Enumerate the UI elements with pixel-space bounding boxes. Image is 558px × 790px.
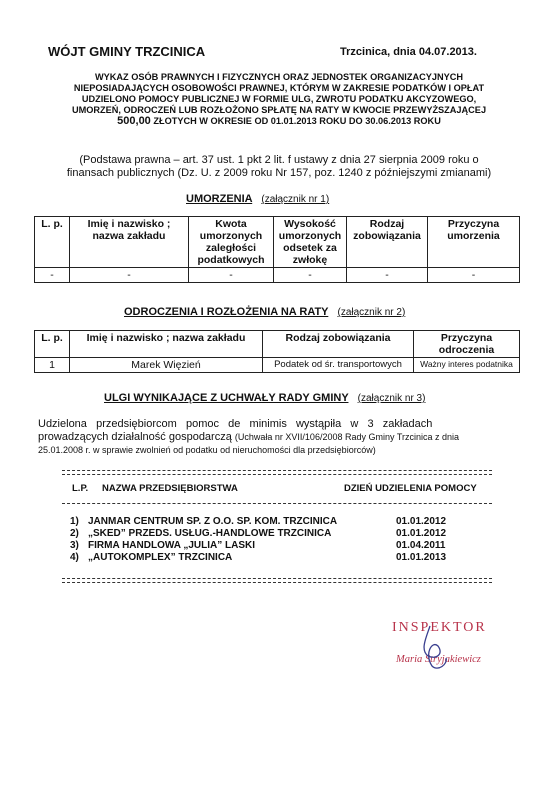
section3-title: ULGI WYNIKAJĄCE Z UCHWAŁY RADY GMINY bbox=[104, 392, 349, 404]
cell: Marek Więzień bbox=[70, 358, 263, 373]
firm-name: JANMAR CENTRUM SP. Z O.O. SP. KOM. TRZCINICA bbox=[88, 516, 338, 527]
firm-name: „SKED” PRZEDS. USŁUG.-HANDLOWE TRZCINICA bbox=[88, 528, 332, 539]
cell: - bbox=[35, 268, 70, 283]
intro-line bbox=[40, 116, 518, 127]
cell: - bbox=[70, 268, 189, 283]
col-reason: Przyczyna umorzenia bbox=[428, 217, 520, 268]
table-header-row bbox=[35, 217, 520, 268]
cell: - bbox=[189, 268, 274, 283]
signature-icon bbox=[408, 624, 468, 674]
write-offs-table bbox=[34, 216, 520, 283]
section3-text bbox=[38, 418, 518, 457]
cell: Ważny interes podatnika bbox=[414, 358, 520, 373]
intro-block bbox=[40, 72, 518, 127]
col-name-label: NAZWA PRZEDSIĘBIORSTWA bbox=[102, 483, 238, 494]
col-lp: L. p. bbox=[35, 217, 70, 268]
firm-num: 4) bbox=[70, 552, 79, 563]
section2-heading bbox=[124, 306, 405, 318]
cell: - bbox=[347, 268, 428, 283]
table-row bbox=[35, 358, 520, 373]
firm-name: FIRMA HANDLOWA „JULIA” LASKI bbox=[88, 540, 256, 551]
period-text: ZŁOTYCH W OKRESIE OD 01.01.2013 ROKU DO 30.06.2013 ROKU bbox=[153, 116, 441, 126]
dashed-divider bbox=[62, 503, 492, 504]
threshold-amount: 500,00 bbox=[117, 115, 151, 127]
deferrals-table bbox=[34, 330, 520, 373]
firm-num: 3) bbox=[70, 540, 79, 551]
section3-line bbox=[38, 431, 518, 444]
section3-line: Udzielona przedsiębiorcom pomoc de minimis wystąpiła w 3 zakładach bbox=[38, 418, 433, 430]
legal-basis-line: (Podstawa prawna – art. 37 ust. 1 pkt 2 lit. f ustawy z dnia 27 sierpnia 2009 roku o bbox=[79, 154, 479, 166]
cell: Podatek od śr. transportowych bbox=[263, 358, 414, 373]
col-lp-label: L.P. bbox=[72, 483, 89, 494]
firm-num: 1) bbox=[70, 516, 79, 527]
section1-annex: (załącznik nr 1) bbox=[261, 194, 330, 205]
section3-annex: (załącznik nr 3) bbox=[357, 393, 426, 404]
col-name: Imię i nazwisko ; nazwa zakładu bbox=[70, 217, 189, 268]
inspector-stamp-title: INSPEKTOR bbox=[392, 620, 487, 635]
col-type: Rodzaj zobowiązania bbox=[347, 217, 428, 268]
col-amount: Kwota umorzonych zaległości podatkowych bbox=[189, 217, 274, 268]
section3-line: 25.01.2008 r. w sprawie zwolnień od podatku od nieruchomości dla przedsiębiorców) bbox=[38, 445, 376, 455]
cell: 1 bbox=[35, 358, 70, 373]
firm-date: 01.01.2012 bbox=[396, 516, 447, 527]
double-dashed-divider bbox=[62, 578, 492, 583]
section1-heading bbox=[186, 193, 329, 205]
col-reason: Przyczyna odroczenia bbox=[414, 331, 520, 358]
intro-line: NIEPOSIADAJĄCYCH OSOBOWOŚCI PRAWNEJ, KTÓRYM W ZAKRESIE PODATKÓW I OPŁAT bbox=[73, 83, 485, 93]
col-interest: Wysokość umorzonych odsetek za zwłokę bbox=[274, 217, 347, 268]
col-date-label: DZIEŃ UDZIELENIA POMOCY bbox=[344, 483, 477, 494]
intro-line: UDZIELONO POMOCY PUBLICZNEJ W FORMIE ULG, ZWROTU PODATKU AKCYZOWEGO, bbox=[81, 94, 477, 104]
firm-name: „AUTOKOMPLEX” TRZCINICA bbox=[88, 552, 233, 563]
firm-date: 01.01.2012 bbox=[396, 528, 447, 539]
place-date: Trzcinica, dnia 04.07.2013. bbox=[340, 46, 477, 58]
firm-num: 2) bbox=[70, 528, 79, 539]
firm-date: 01.04.2011 bbox=[396, 540, 446, 551]
section2-title: ODROCZENIA I ROZŁOŻENIA NA RATY bbox=[124, 306, 329, 318]
cell: - bbox=[428, 268, 520, 283]
section1-title: UMORZENIA bbox=[186, 193, 253, 205]
firm-date: 01.01.2013 bbox=[396, 552, 447, 563]
col-lp: L. p. bbox=[35, 331, 70, 358]
double-dashed-divider bbox=[62, 470, 492, 475]
table-row bbox=[35, 268, 520, 283]
section3-text-main: prowadzących działalność gospodarczą bbox=[38, 431, 232, 443]
legal-basis-line: finansach publicznych (Dz. U. z 2009 roku Nr 157, poz. 1240 z późniejszymi zmianami) bbox=[66, 167, 492, 179]
intro-line: UMORZEŃ, ODROCZEŃ LUB ROZŁOŻONO SPŁATĘ NA RATY W KWOCIE PRZEWYŻSZAJĄCEJ bbox=[71, 105, 487, 115]
section3-heading bbox=[104, 392, 425, 404]
col-type: Rodzaj zobowiązania bbox=[263, 331, 414, 358]
table-header-row bbox=[35, 331, 520, 358]
inspector-stamp-name: Maria Stryjakiewicz bbox=[396, 654, 481, 665]
intro-line: WYKAZ OSÓB PRAWNYCH I FIZYCZNYCH ORAZ JEDNOSTEK ORGANIZACYJNYCH bbox=[94, 72, 464, 82]
resolution-ref: (Uchwała nr XVII/106/2008 Rady Gminy Trzcinica z dnia bbox=[234, 432, 460, 442]
cell: - bbox=[274, 268, 347, 283]
legal-basis bbox=[40, 154, 518, 180]
authority-title: WÓJT GMINY TRZCINICA bbox=[48, 44, 206, 59]
section2-annex: (załącznik nr 2) bbox=[337, 307, 406, 318]
col-name: Imię i nazwisko ; nazwa zakładu bbox=[70, 331, 263, 358]
